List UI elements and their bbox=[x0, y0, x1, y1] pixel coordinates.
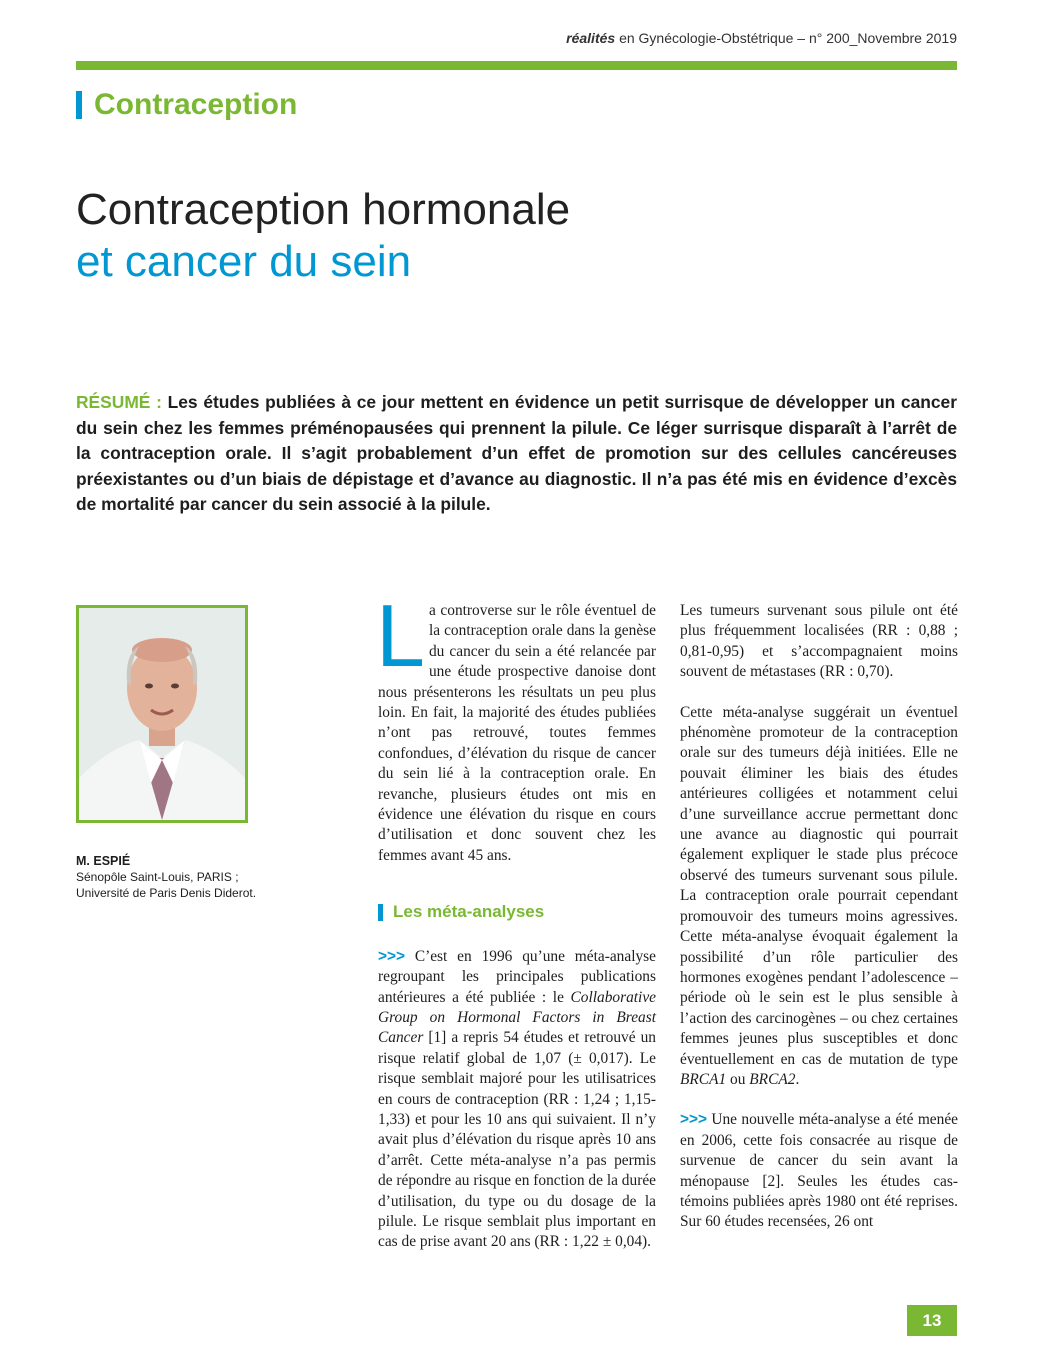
section-label bbox=[76, 88, 297, 122]
col2-p2-text: Cette méta-analyse suggérait un éventuel phénomène promoteur de la contraception orale sur des tumeurs déjà initiées. Elle ne pouvait éliminer les biais des études antérieures colligées et notamment celui d’une surveillance accrue permettant donc une avance au diagnostic qui pourrait également expliquer le stade plus précoce observé des tumeurs survenant sous pilule. La contraception orale pourrait cependant promouvoir des tumeurs moins agressives. Cette méta-analyse évoquait également la possibilité d’un rôle particulier des hormones exogènes pendant l’adolescence – période où le sein est le plus sensible à l’action des carcinogènes – ou chez certaines femmes jeunes plus susceptibles et donc éventuellement en cas de mutation de type bbox=[680, 703, 958, 1068]
col2-paragraph-3 bbox=[680, 1110, 958, 1232]
arrow-marker: >>> bbox=[378, 947, 405, 965]
subhead-text: Les méta-analyses bbox=[393, 902, 545, 922]
col2-p2-end: . bbox=[795, 1070, 800, 1088]
subhead-marker bbox=[378, 904, 383, 921]
article-column-2 bbox=[680, 601, 958, 1233]
journal-name: réalités bbox=[566, 30, 616, 46]
journal-header bbox=[566, 30, 957, 46]
author-name: M. ESPIÉ bbox=[76, 854, 131, 868]
section-marker bbox=[76, 91, 82, 119]
journal-issue: en Gynécologie-Obstétrique – n° 200_Novembre 2019 bbox=[615, 30, 957, 46]
header-rule bbox=[76, 61, 957, 70]
author-affiliation-1: Sénopôle Saint-Louis, PARIS ; bbox=[76, 870, 239, 884]
author-affiliation-2: Université de Paris Denis Diderot. bbox=[76, 886, 257, 900]
paragraph-gap bbox=[680, 1090, 958, 1110]
paragraph-1996 bbox=[378, 947, 656, 1253]
arrow-marker: >>> bbox=[680, 1111, 707, 1129]
abstract-text: Les études publiées à ce jour mettent en évidence un petit surrisque de développer un cancer du sein chez les femmes préménopausées qui prennent la pilule. Ce léger surrisque disparaît à l’arrêt de la contraception orale. Il s’agit probablement d’un effet de promotion sur des cellules cancéreuses préexistantes ou d’un biais de dépistage et d’avance au diagnostic. Il n’a pas été mis en évidence d’excès de mortalité par cancer du sein associé à la pilule. bbox=[76, 392, 957, 514]
intro-paragraph bbox=[376, 586, 656, 866]
brca1-label: BRCA1 bbox=[680, 1070, 727, 1088]
abstract bbox=[76, 390, 957, 518]
col2-paragraph-1: Les tumeurs survenant sous pilule ont été plus fréquemment localisées (RR : 0,88 ; 0,81-0,95) et s’accompagnaient moins souvent de métastases (RR : 0,70). bbox=[680, 602, 958, 681]
col2-p2-or: ou bbox=[726, 1070, 750, 1088]
author-photo bbox=[76, 605, 248, 823]
author-portrait-image bbox=[79, 608, 245, 820]
page-number: 13 bbox=[907, 1305, 957, 1336]
title-line-2: et cancer du sein bbox=[76, 237, 412, 286]
intro-text: a controverse sur le rôle éventuel de la contraception orale dans la genèse du cancer du sein a été relancée par une étude prospective danoise dont nous présenterons les résultats un peu plus loin. En fait, la majorité des études publiées n’ont pas retrouvé, toutes femmes confondues, d’élévation du risque de cancer du sein lié à la contraception orale. En revanche, plusieurs études ont mis en évidence une élévation du risque en cours d’utilisation et donc souvent chez les femmes avant 45 ans. bbox=[378, 602, 656, 864]
abstract-lead: RÉSUMÉ : bbox=[76, 392, 162, 412]
subhead-meta-analyses bbox=[378, 902, 656, 922]
p1-italic: Collaborative Group on Hormonal Factors in Breast Cancer bbox=[378, 988, 656, 1047]
drop-cap: L bbox=[376, 586, 425, 685]
p1-text-a: C’est en 1996 qu’une méta-analyse regroupant les principales publications antérieures a été publiée : le bbox=[378, 947, 656, 1006]
col2-p3-text: Une nouvelle méta-analyse a été menée en 2006, cette fois consacrée au risque de survenue de cancer du sein avant la ménopause [2]. Seules les études cas-témoins publiées après 1980 ont été reprises. Sur 60 études recensées, 26 ont bbox=[680, 1111, 958, 1231]
col2-paragraph-2 bbox=[680, 703, 958, 1091]
paragraph-gap bbox=[680, 683, 958, 703]
article-column-1 bbox=[376, 586, 656, 1253]
title-line-1: Contraception hormonale bbox=[76, 185, 571, 234]
section-title: Contraception bbox=[94, 88, 298, 121]
brca2-label: BRCA2 bbox=[749, 1070, 796, 1088]
article-title bbox=[76, 184, 570, 288]
p1-text-b: [1] a repris 54 études et retrouvé un risque relatif global de 1,07 (± 0,017). Le risque semblait majoré pour les utilisatrices en cours de contraception (RR : 1,24 ; 1,15-1,33) et pour les 10 ans qui suivaient. Il n’y avait plus d’élévation du risque après 10 ans d’arrêt. Cette méta-analyse n’a pas permis de répondre au risque en fonction de la durée d’utilisation, du type ou du dosage de la pilule. Le risque semblait plus important en cas de prise avant 20 ans (RR : 1,22 ± 0,04). bbox=[378, 1029, 656, 1251]
author-block bbox=[76, 853, 256, 901]
